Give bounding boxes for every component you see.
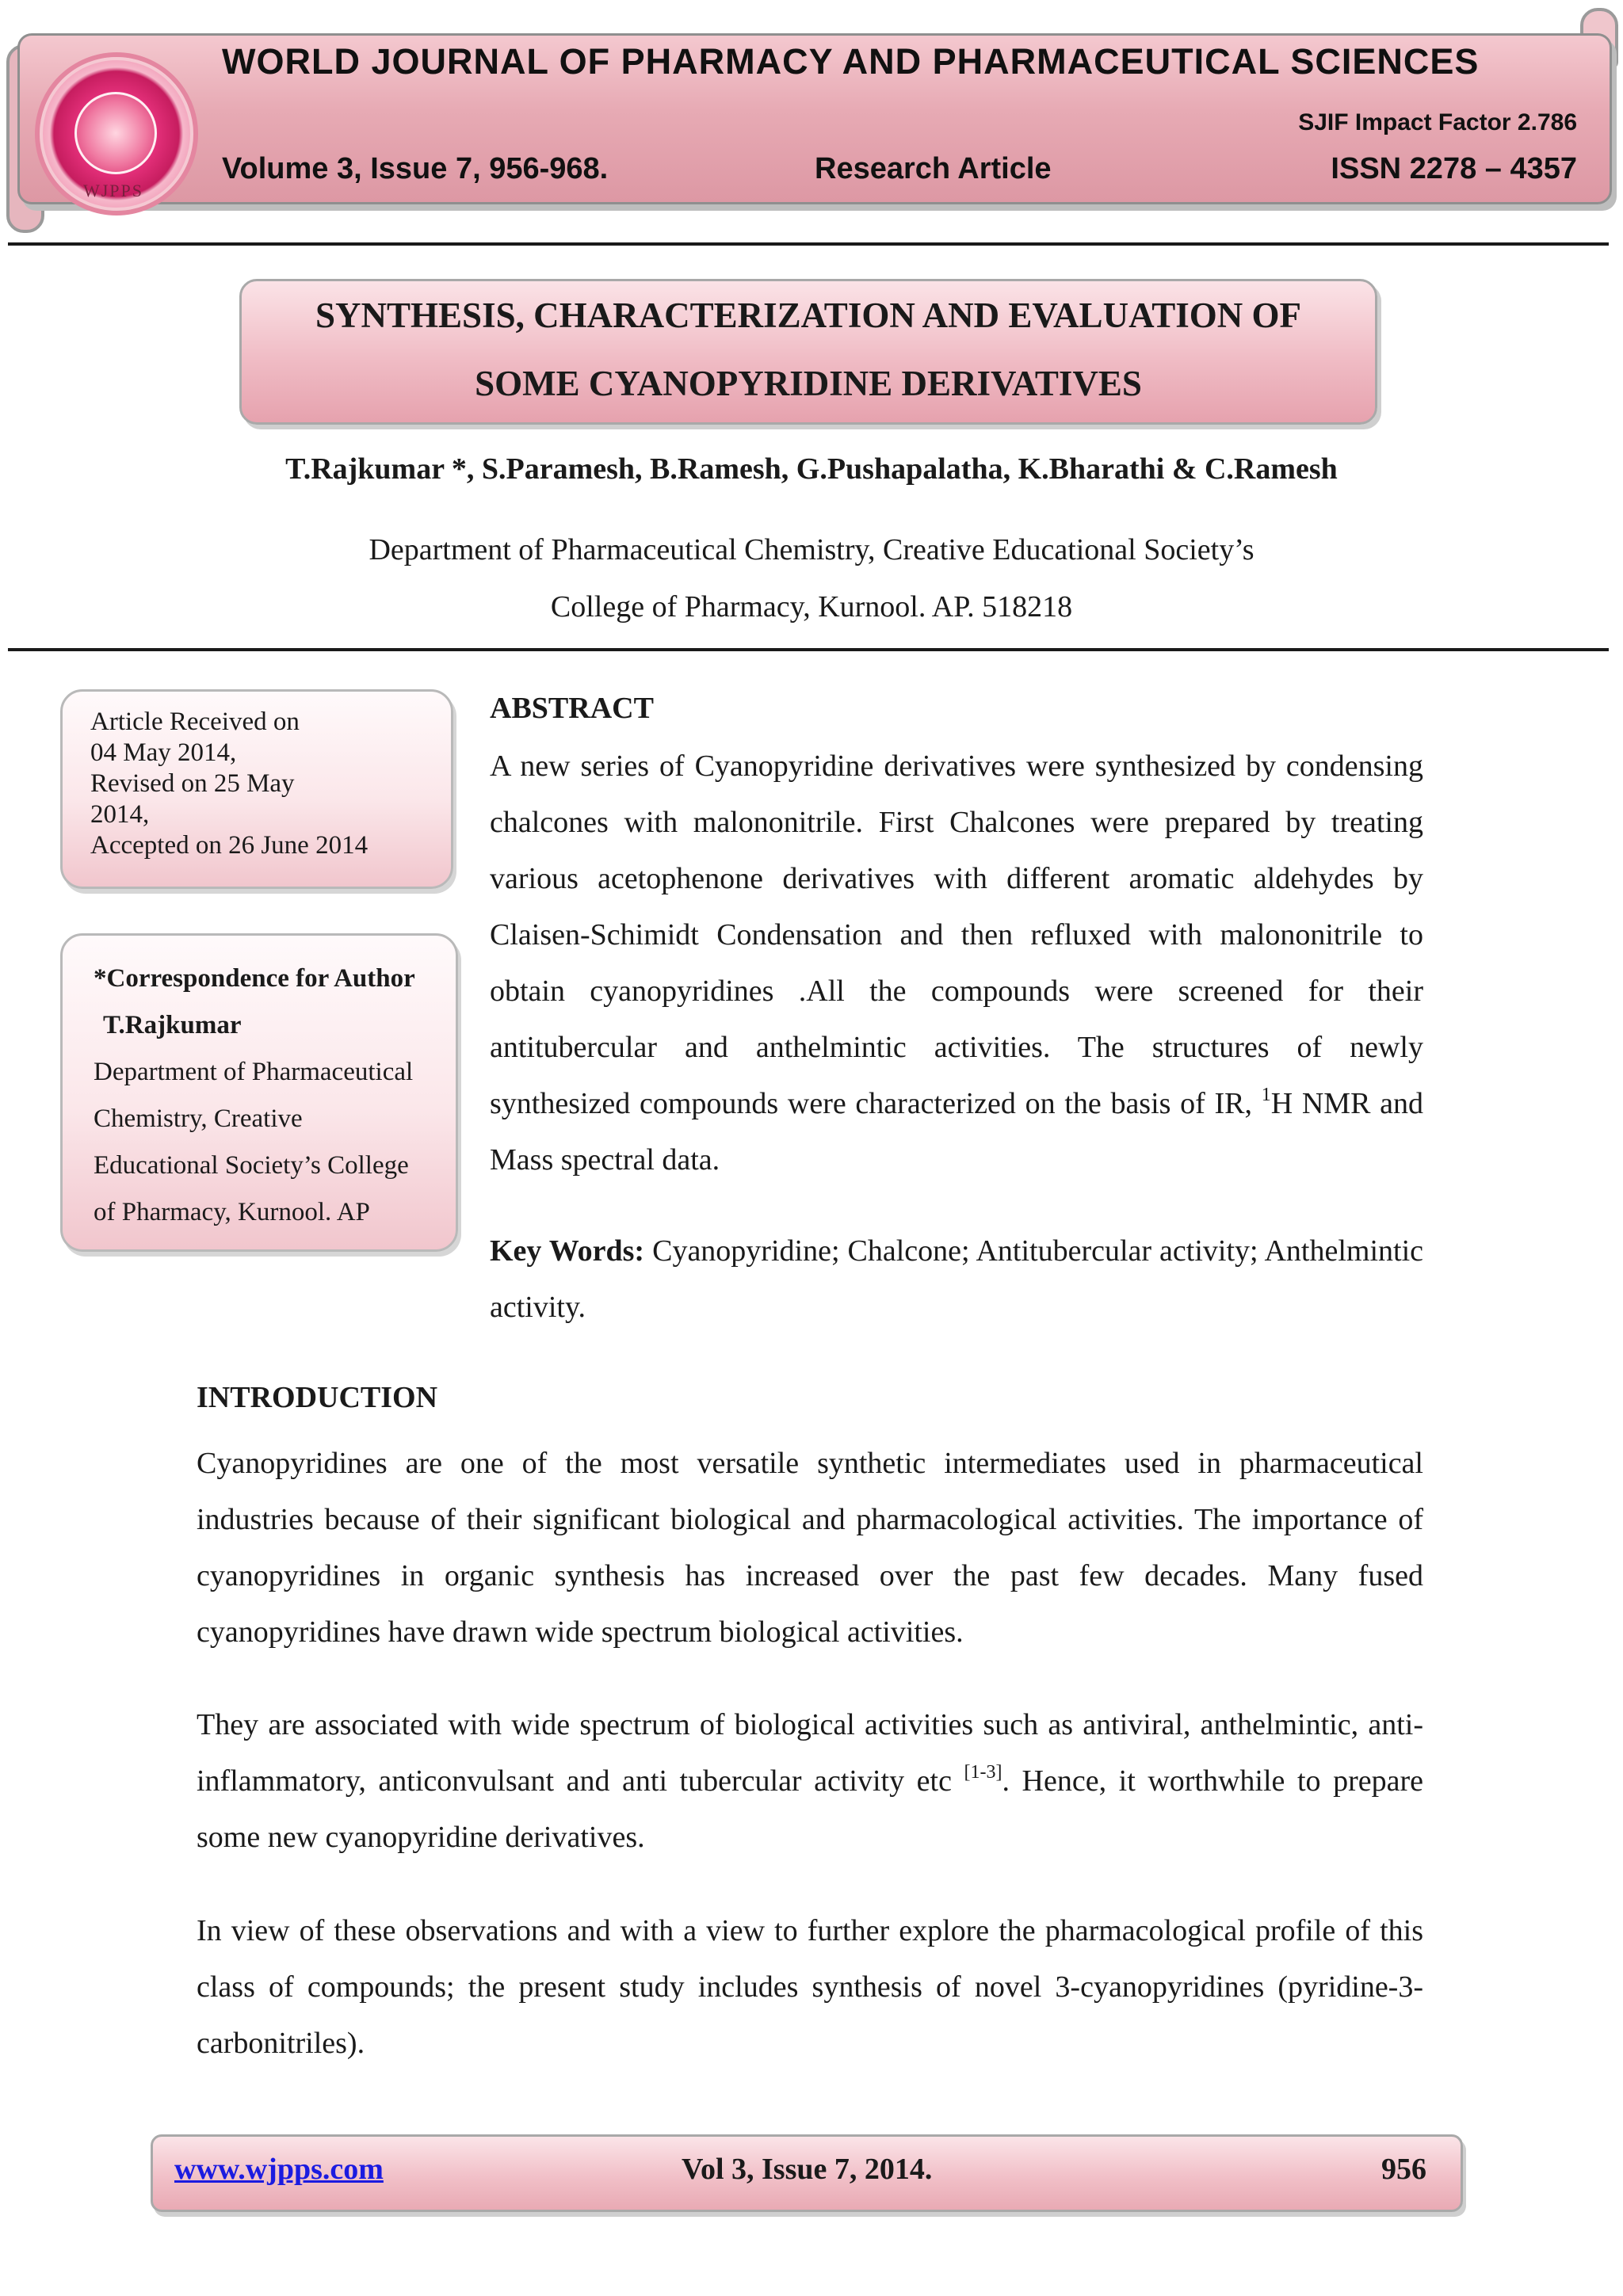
correspondence-line3: Educational Society’s College — [94, 1151, 409, 1180]
citation-ref: [1-3] — [964, 1762, 1002, 1783]
introduction-heading: INTRODUCTION — [197, 1381, 438, 1414]
page-number: 956 — [1381, 2153, 1426, 2186]
correspondence-heading: *Correspondence for Author — [94, 964, 415, 993]
dates-line5: Accepted on 26 June 2014 — [90, 831, 369, 860]
logo-text: WJPPS — [82, 181, 144, 200]
affiliation-line1: Department of Pharmaceutical Chemistry, Creative Educational Society’s — [369, 533, 1254, 566]
abstract-text — [490, 738, 1423, 1188]
dates-line3: Revised on 25 May — [90, 769, 295, 798]
impact-factor: SJIF Impact Factor 2.786 — [1298, 109, 1577, 135]
paragraph-2-end: . Hence, it worthwhile to prepare some new cyanopyridine derivatives. — [197, 1764, 1423, 1854]
correspondence-line1: Department of Pharmaceutical — [94, 1058, 414, 1086]
article-type: Research Article — [815, 152, 1052, 185]
journal-website-link[interactable]: www.wjpps.com — [174, 2153, 384, 2186]
dates-line4: 2014, — [90, 800, 150, 829]
dates-line1: Article Received on — [90, 707, 300, 736]
introduction-paragraph-3: In view of these observations and with a view to further explore the pharmacological profile of this class of compounds; the present study includes synthesis of novel 3-cyanopyridines (pyridine-3-carbonitriles). — [197, 1914, 1423, 2060]
abstract-text-end: H NMR and Mass spectral data. — [490, 1087, 1423, 1177]
abstract-superscript: 1 — [1261, 1085, 1271, 1105]
introduction-paragraph-1: Cyanopyridines are one of the most versatile synthetic intermediates used in pharmaceutical industries because of their significant biological and pharmacological activities. The importance of cyanopyridines in organic synthesis has increased over the past few decades. Many fused cyanopyridines have drawn wide spectrum biological activities. — [197, 1447, 1423, 1649]
header-divider — [8, 242, 1609, 246]
abstract-heading: ABSTRACT — [490, 692, 654, 725]
caduceus-icon — [74, 92, 157, 174]
author-list: T.Rajkumar *, S.Paramesh, B.Ramesh, G.Pushapalatha, K.Bharathi & C.Ramesh — [285, 452, 1338, 486]
journal-volume: Volume 3, Issue 7, 956-968. — [222, 152, 609, 185]
paper-title-line1: SYNTHESIS, CHARACTERIZATION AND EVALUATION OF — [315, 296, 1301, 335]
correspondence-line2: Chemistry, Creative — [94, 1104, 303, 1133]
journal-issn: ISSN 2278 – 4357 — [1331, 152, 1577, 185]
correspondence-name: T.Rajkumar — [103, 1011, 242, 1039]
correspondence-line4: of Pharmacy, Kurnool. AP — [94, 1198, 370, 1226]
introduction-paragraph-2 — [197, 1697, 1423, 1866]
keywords-text: Cyanopyridine; Chalcone; Antitubercular activity; Anthelmintic activity. — [490, 1234, 1423, 1324]
article-dates — [90, 707, 439, 861]
affiliation-line2: College of Pharmacy, Kurnool. AP. 518218 — [550, 590, 1073, 624]
journal-title: WORLD JOURNAL OF PHARMACY AND PHARMACEUTICAL SCIENCES — [222, 41, 1480, 82]
keywords — [490, 1223, 1423, 1336]
paragraph-2-text: They are associated with wide spectrum of biological activities such as antiviral, anthelmintic, anti-inflammatory, anticonvulsant and anti tubercular activity etc — [197, 1708, 1423, 1798]
affiliation-divider — [8, 648, 1609, 651]
correspondence — [94, 955, 442, 1236]
abstract-text-main: A new series of Cyanopyridine derivatives were synthesized by condensing chalcones with malononitrile. First Chalcones were prepared by treating various acetophenone derivatives with different aromatic aldehydes by Claisen-Schimidt Condensation and then refluxed with malononitrile to obtain cyanopyridines .All the compounds were screened for their antitubercular and anthelmintic activities. The structures of newly synthesized compounds were characterized on the basis of IR, — [490, 749, 1423, 1120]
dates-line2: 04 May 2014, — [90, 738, 237, 767]
keywords-label: Key Words: — [490, 1234, 645, 1268]
footer-volume: Vol 3, Issue 7, 2014. — [682, 2153, 933, 2186]
paper-title-line2: SOME CYANOPYRIDINE DERIVATIVES — [475, 364, 1142, 403]
